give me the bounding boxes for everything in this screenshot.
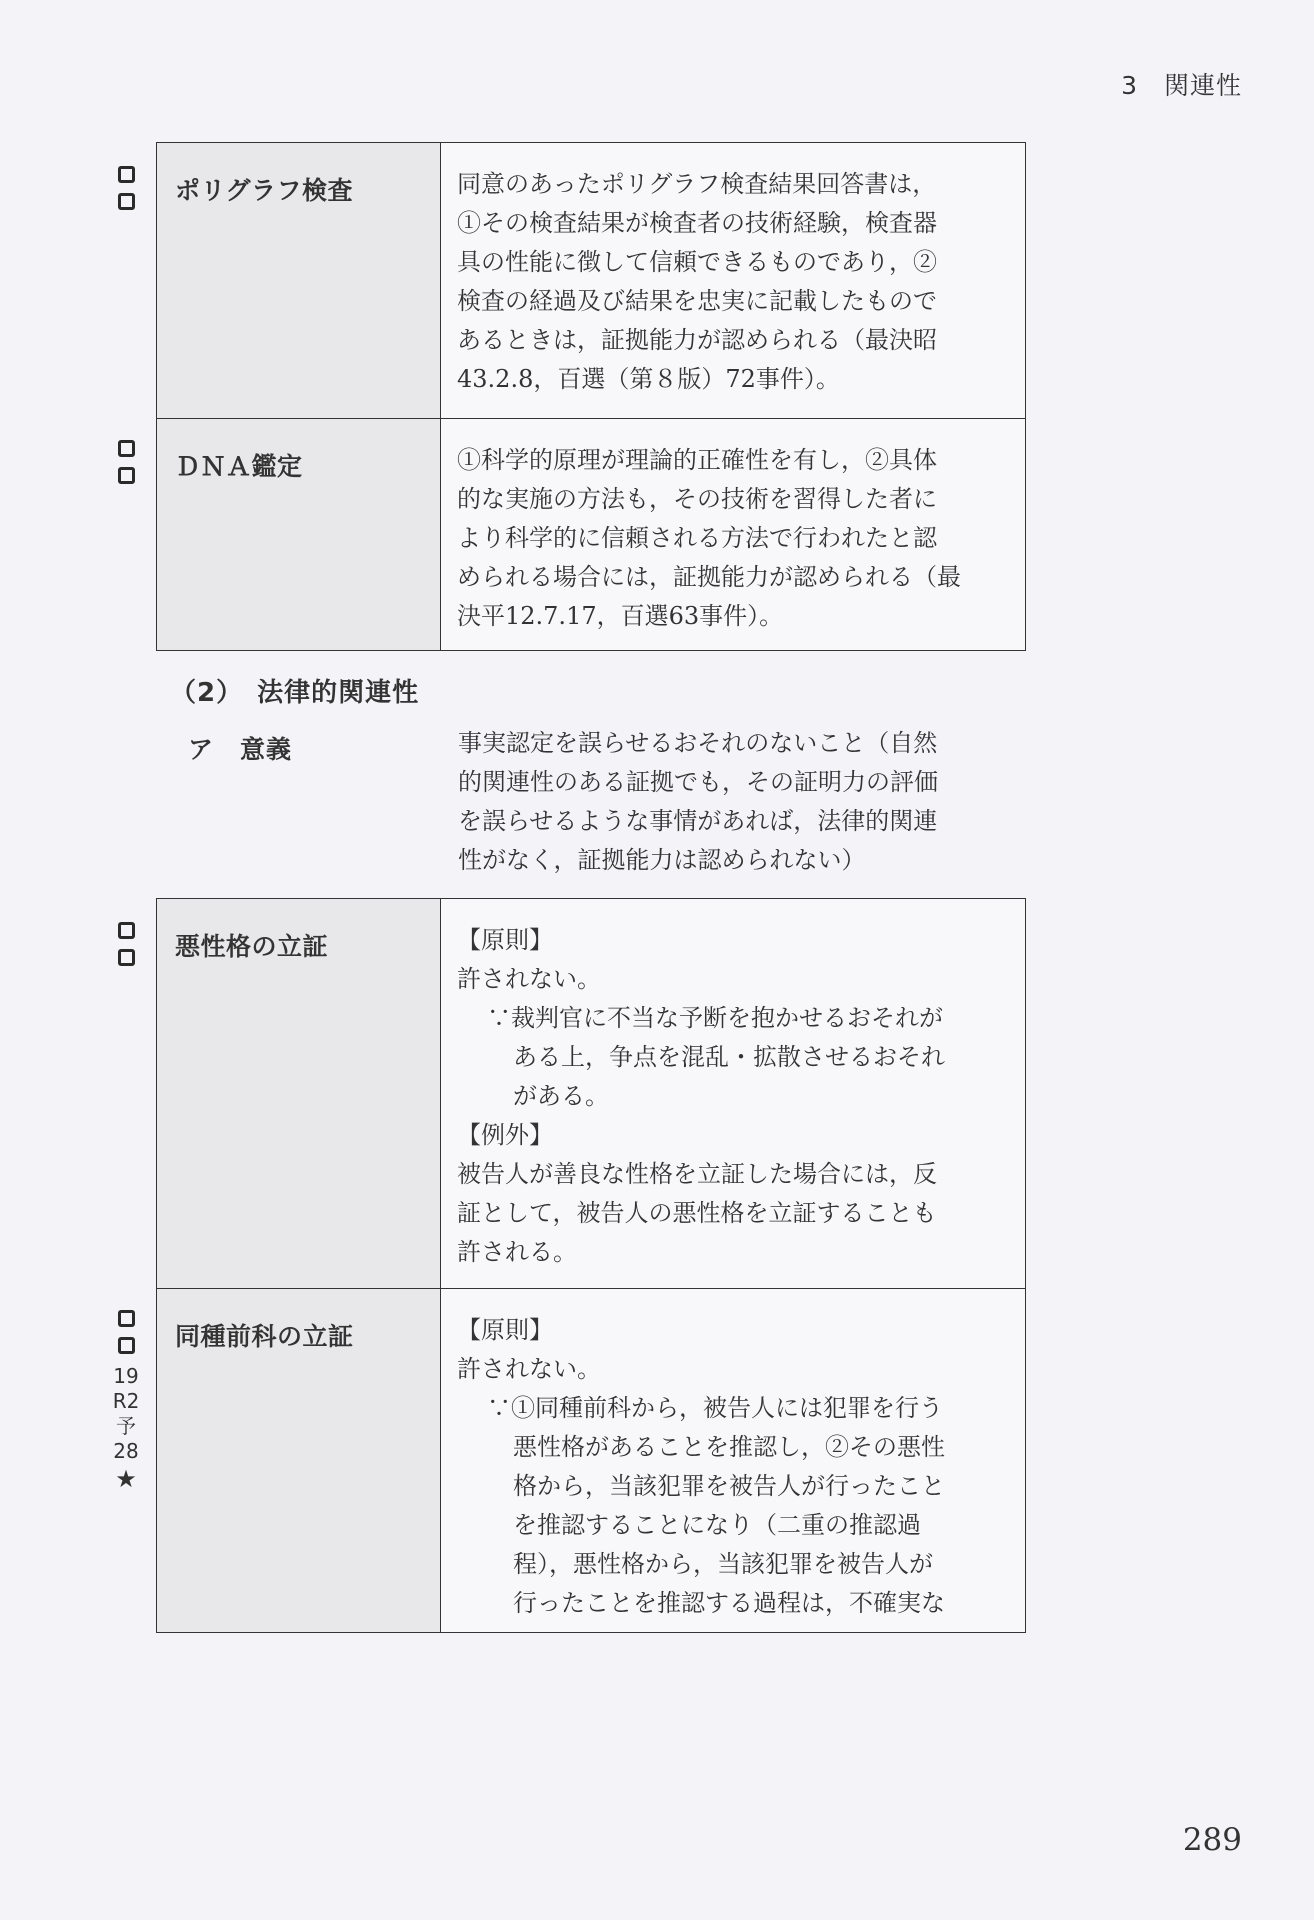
reason-line: ∵裁判官に不当な予断を抱かせるおそれが <box>487 1004 943 1032</box>
text-line: 決平12.7.17，百選63事件）。 <box>457 602 784 630</box>
description-cell <box>441 899 1026 1289</box>
reason-line: ∵①同種前科から，被告人には犯罪を行う <box>487 1394 943 1422</box>
checkbox-group-polygraph <box>106 166 146 220</box>
text-line: ①その検査結果が検査者の技術経験，検査器 <box>457 209 937 237</box>
text-line: められる場合には，証拠能力が認められる（最 <box>457 563 961 591</box>
text-line: あるときは，証拠能力が認められる（最決昭 <box>457 326 937 354</box>
description-bad-character <box>441 899 1025 1272</box>
principle-text: 許されない。 <box>457 965 601 993</box>
text-line: 検査の経過及び結果を忠実に記載したもので <box>457 287 937 315</box>
table-row <box>157 899 1026 1289</box>
description-cell <box>441 419 1026 651</box>
exception-label: 【例外】 <box>457 1121 553 1149</box>
review-checkbox[interactable] <box>118 166 135 183</box>
text-line: ①科学的原理が理論的正確性を有し，②具体 <box>457 446 937 474</box>
checkbox-group-bad-character <box>106 922 146 976</box>
reason-line: 行ったことを推認する過程は，不確実な <box>513 1589 945 1617</box>
description-cell <box>441 1289 1026 1633</box>
review-checkbox[interactable] <box>118 922 135 939</box>
reason-line: 程），悪性格から，当該犯罪を被告人が <box>513 1550 933 1578</box>
exception-line: 被告人が善良な性格を立証した場合には，反 <box>457 1160 937 1188</box>
section-heading: （2） 法律的関連性 <box>170 678 420 708</box>
review-checkbox[interactable] <box>118 440 135 457</box>
term-cell <box>157 143 441 419</box>
table-row <box>157 1289 1026 1633</box>
term-cell <box>157 419 441 651</box>
reason-line: を推認することになり（二重の推認過 <box>513 1511 921 1539</box>
text-line: 性がなく，証拠能力は認められない） <box>458 846 866 874</box>
table-row <box>157 143 1026 419</box>
reason-line: 悪性格があることを推認し，②その悪性 <box>513 1433 945 1461</box>
term-polygraph: ポリグラフ検査 <box>175 176 354 205</box>
page-number: 289 <box>1182 1822 1242 1858</box>
checkbox-group-dna <box>106 440 146 494</box>
margin-note-year: 19 <box>113 1364 139 1388</box>
reason-line: 格から，当該犯罪を被告人が行ったこと <box>513 1472 945 1500</box>
term-dna: ＤＮＡ鑑定 <box>175 452 303 481</box>
text-line: 的な実施の方法も，その技術を習得した者に <box>457 485 937 513</box>
review-checkbox[interactable] <box>118 1337 135 1354</box>
reason-line: がある。 <box>513 1082 609 1110</box>
term-bad-character: 悪性格の立証 <box>175 932 329 961</box>
evidence-table-character <box>156 898 1026 1633</box>
text-line: 同意のあったポリグラフ検査結果回答書は， <box>457 170 937 198</box>
evidence-table-scientific <box>156 142 1026 651</box>
table-row <box>157 419 1026 651</box>
review-checkbox[interactable] <box>118 1310 135 1327</box>
term-prior-conviction: 同種前科の立証 <box>175 1322 354 1351</box>
text-line: 43.2.8，百選（第８版）72事件）。 <box>457 365 840 393</box>
margin-note-number: 28 <box>113 1439 139 1463</box>
text-line: より科学的に信頼される方法で行われたと認 <box>457 524 937 552</box>
description-dna <box>441 419 1025 636</box>
text-line: を誤らせるような事情があれば，法律的関連 <box>458 807 938 835</box>
description-polygraph <box>441 143 1025 399</box>
description-prior-conviction <box>441 1289 1025 1623</box>
sub-heading-meaning: ア 意義 <box>188 735 293 764</box>
description-cell <box>441 143 1026 419</box>
margin-note-prelim: 予 <box>116 1414 136 1438</box>
term-cell <box>157 1289 441 1633</box>
text-line: 的関連性のある証拠でも，その証明力の評価 <box>458 768 938 796</box>
principle-label: 【原則】 <box>457 926 553 954</box>
review-checkbox[interactable] <box>118 949 135 966</box>
reason-line: ある上，争点を混乱・拡散させるおそれ <box>513 1043 945 1071</box>
exception-line: 許される。 <box>457 1238 577 1266</box>
meaning-description <box>458 724 1018 880</box>
margin-note-era: R2 <box>112 1389 140 1413</box>
exception-line: 証として，被告人の悪性格を立証することも <box>457 1199 937 1227</box>
checkbox-group-prior-conviction <box>106 1310 146 1494</box>
chapter-header: 3 関連性 <box>1121 71 1242 100</box>
principle-text: 許されない。 <box>457 1355 601 1383</box>
term-cell <box>157 899 441 1289</box>
star-icon: ★ <box>115 1465 137 1493</box>
text-line: 具の性能に徴して信頼できるものであり，② <box>457 248 937 276</box>
principle-label: 【原則】 <box>457 1316 553 1344</box>
review-checkbox[interactable] <box>118 193 135 210</box>
review-checkbox[interactable] <box>118 467 135 484</box>
text-line: 事実認定を誤らせるおそれのないこと（自然 <box>458 729 938 757</box>
